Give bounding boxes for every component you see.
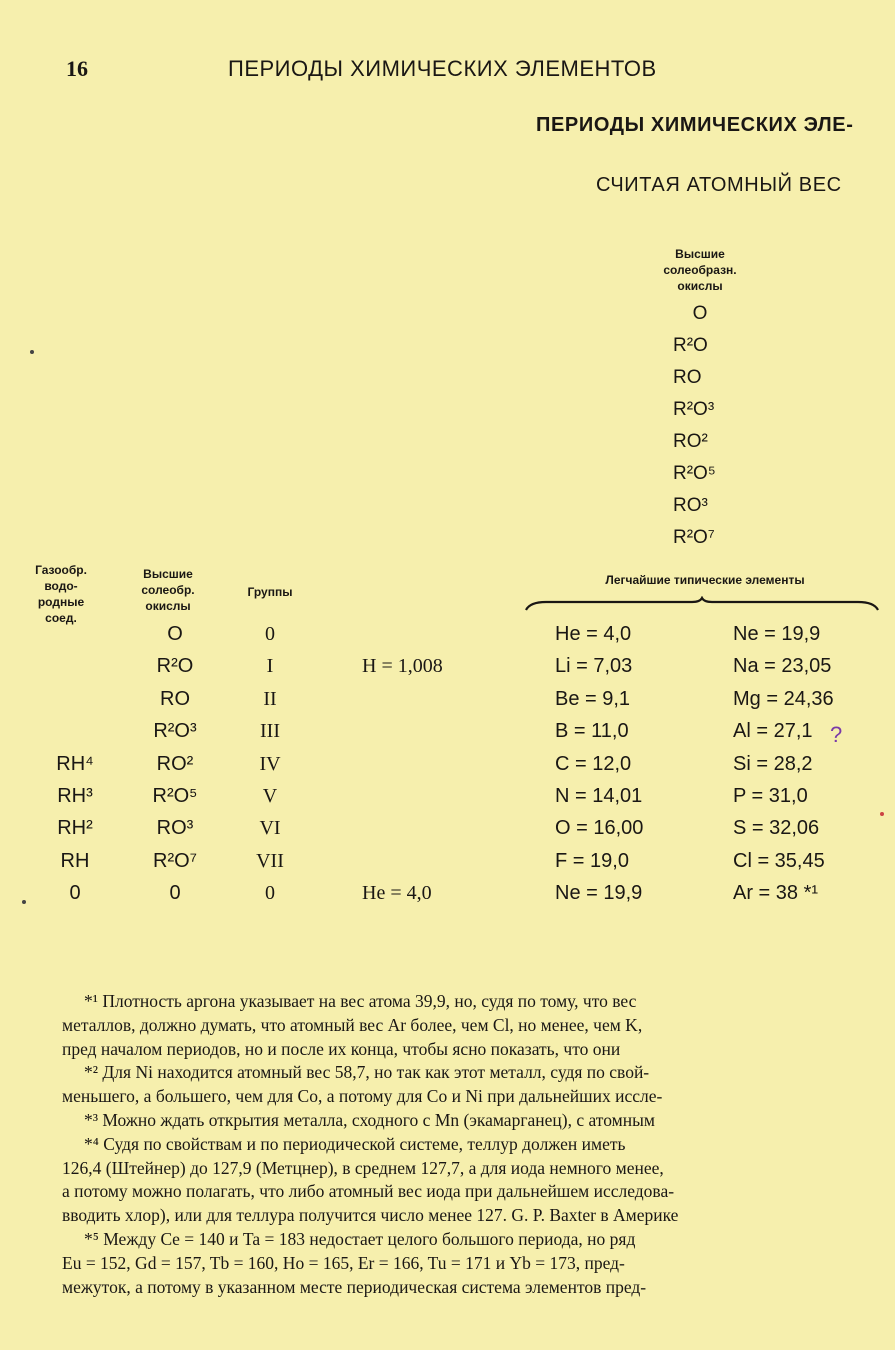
gas-compound-cell: RH³ (57, 785, 93, 807)
table-row (0, 715, 895, 747)
upper-oxide: O (692, 303, 708, 324)
oxide-cell: R²O³ (153, 720, 197, 743)
lightest-element-cell: Na = 23,05 (733, 655, 832, 678)
table-row (0, 650, 895, 682)
footnote-line: *³ Можно ждать открытия металла, сходного с Mn (экамарганец), с атомным (84, 1109, 655, 1130)
table-row (0, 683, 895, 715)
upper-oxides-header-line: окислы (677, 279, 723, 293)
group-cell: IV (259, 752, 281, 775)
oxide-cell: 0 (169, 882, 181, 905)
gas-compound-cell: RH⁴ (56, 752, 94, 775)
upper-oxide: R²O (673, 335, 708, 356)
oxide-cell: R²O⁷ (153, 849, 197, 872)
header-line: Газообр. (35, 563, 87, 577)
hydrogen-cell: H = 1,008 (362, 655, 443, 678)
header-line: солеобр. (141, 583, 195, 597)
table-row (0, 877, 895, 909)
upper-oxide: R²O⁵ (673, 463, 716, 484)
table-title-line2: СЧИТАЯ АТОМНЫЙ ВЕС (596, 174, 842, 196)
running-title: ПЕРИОДЫ ХИМИЧЕСКИХ ЭЛЕМЕНТОВ (228, 56, 657, 81)
group-cell: III (260, 720, 280, 743)
lightest-element-cell: Be = 9,1 (555, 687, 631, 710)
gas-compound-cell: 0 (69, 882, 81, 905)
lightest-element-cell: He = 4,0 (555, 623, 632, 645)
header-line: родные (37, 595, 85, 609)
upper-oxides-column (640, 298, 760, 554)
oxide-cell: RO³ (156, 817, 194, 840)
oxide-cell: RO (160, 687, 190, 710)
footnote-line: меньшего, а большего, чем для Co, а потому для Co и Ni при дальнейших иссле- (62, 1086, 663, 1107)
header-lightest-elements: Легчайшие типические элементы (605, 573, 805, 587)
handwritten-mark: ? (830, 722, 843, 747)
footnote-line: Eu = 152, Gd = 157, Tb = 160, Ho = 165, Er = 166, Tu = 171 и Yb = 173, пред- (62, 1252, 625, 1273)
group-cell: VI (259, 817, 281, 840)
upper-oxides-header (640, 246, 760, 294)
group-cell: II (263, 687, 277, 710)
footnote-line: а потому можно полагать, что либо атомный вес иода при дальнейшем исследова- (62, 1181, 675, 1202)
lightest-element-cell: Si = 28,2 (733, 752, 813, 775)
upper-oxide: R²O³ (673, 399, 715, 420)
group-cell: 0 (265, 882, 275, 905)
group-cell: I (266, 655, 274, 678)
page-number: 16 (66, 56, 88, 81)
upper-oxide: RO (673, 367, 702, 388)
footnote-line: межуток, а потому в указанном месте периодическая система элементов пред- (62, 1276, 647, 1297)
header-line: соед. (45, 611, 77, 625)
footnotes (62, 990, 882, 1299)
upper-oxide: R²O⁷ (673, 527, 715, 548)
oxide-cell: R²O⁵ (152, 785, 198, 807)
header-line: Высшие (143, 567, 193, 581)
table-row (0, 845, 895, 877)
upper-oxides-header-line: солеобразн. (663, 263, 737, 277)
gas-compound-cell: RH² (57, 817, 93, 840)
header-higher-oxides (120, 566, 216, 614)
lightest-element-cell: Mg = 24,36 (733, 687, 834, 710)
lightest-element-cell: Li = 7,03 (555, 655, 633, 678)
upper-oxide: RO³ (673, 495, 708, 516)
table-row (0, 780, 895, 812)
upper-oxide: RO² (673, 431, 708, 452)
table-row (0, 812, 895, 844)
footnote-line: пред началом периодов, но и после их конца, чтобы ясно показать, что они (62, 1038, 621, 1059)
upper-oxides-header-line: Высшие (675, 247, 725, 261)
lightest-element-cell: Ar = 38 *¹ (733, 882, 819, 905)
lightest-element-cell: Al = 27,1 (733, 720, 813, 743)
header-groups: Группы (247, 585, 293, 599)
lightest-element-cell: B = 11,0 (555, 720, 629, 743)
lightest-element-cell: Cl = 35,45 (733, 849, 825, 872)
table-row (0, 748, 895, 780)
print-speck (22, 900, 26, 904)
lightest-element-cell: C = 12,0 (555, 752, 632, 775)
lightest-element-cell: Ne = 19,9 (555, 882, 643, 905)
oxide-cell: R²O (156, 655, 194, 678)
header-line: водо- (44, 579, 78, 593)
group-cell: VII (256, 849, 284, 872)
header-gaseous-compounds (24, 562, 98, 626)
footnote-line: *¹ Плотность аргона указывает на вес атома 39,9, но, судя по тому, что вес (84, 991, 637, 1011)
lightest-element-cell: Ne = 19,9 (733, 623, 821, 645)
group-cell: V (262, 785, 278, 807)
header-line: окислы (145, 599, 191, 613)
footnote-line: 126,4 (Штейнер) до 127,9 (Метцнер), в среднем 127,7, а для иода немного менее, (62, 1157, 664, 1178)
group-cell: 0 (265, 623, 275, 645)
lightest-element-cell: O = 16,00 (555, 817, 644, 840)
footnote-line: *⁴ Судя по свойствам и по периодической системе, теллур должен иметь (84, 1133, 626, 1154)
gas-compound-cell: RH (60, 849, 90, 872)
print-speck (30, 350, 34, 354)
footnote-line: вводить хлор), или для теллура получится число менее 127. G. P. Baxter в Америке (62, 1205, 679, 1226)
lightest-element-cell: N = 14,01 (555, 785, 643, 807)
oxide-cell: O (167, 623, 183, 645)
lightest-element-cell: F = 19,0 (555, 849, 629, 872)
print-speck (880, 812, 884, 816)
footnote-line: *² Для Ni находится атомный вес 58,7, но так как этот металл, судя по свой- (84, 1062, 650, 1083)
footnote-line: металлов, должно думать, что атомный вес Ar более, чем Cl, но менее, чем K, (62, 1014, 643, 1035)
footnote-line: *⁵ Между Ce = 140 и Ta = 183 недостает целого большого периода, но ряд (84, 1228, 636, 1249)
table-title-line1: ПЕРИОДЫ ХИМИЧЕСКИХ ЭЛЕ- (536, 114, 854, 136)
lightest-element-cell: P = 31,0 (733, 785, 808, 807)
brace-decoration (524, 596, 880, 612)
oxide-cell: RO² (156, 752, 194, 775)
lightest-element-cell: S = 32,06 (733, 817, 820, 840)
table-row (0, 618, 895, 650)
hydrogen-cell: He = 4,0 (362, 882, 432, 905)
